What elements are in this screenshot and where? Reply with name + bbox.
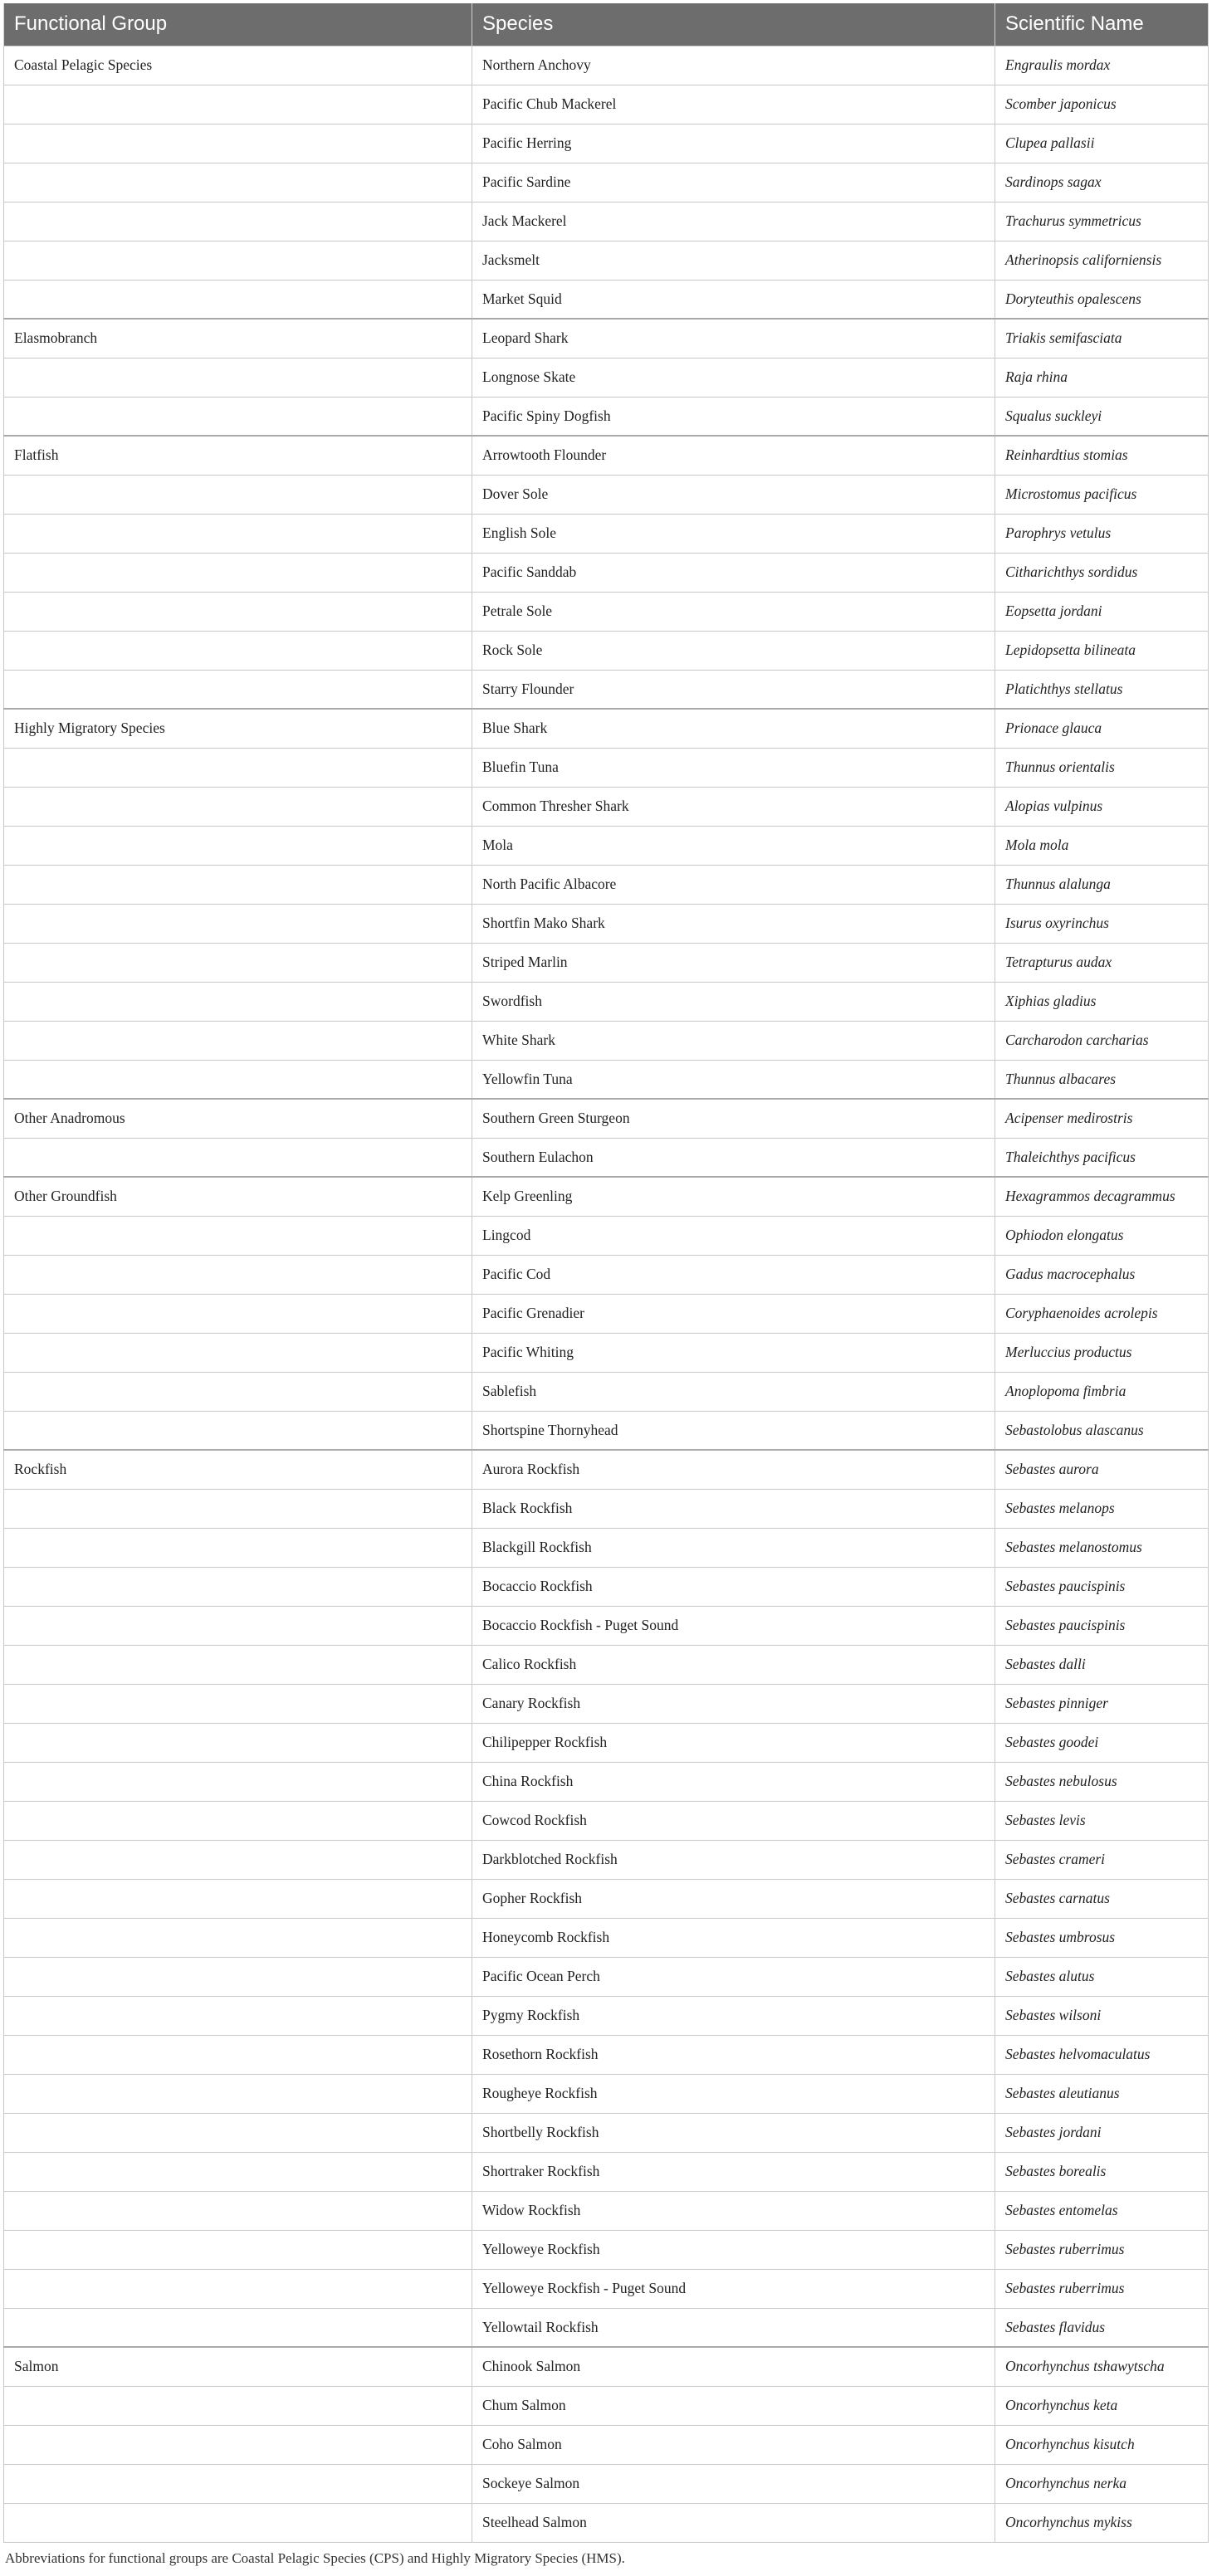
table-row [4,748,1209,787]
table-row [4,1606,1209,1645]
cell-scientific-name: Alopias vulpinus [995,787,1209,826]
table-row [4,1645,1209,1684]
cell-species: Shortfin Mako Shark [472,904,995,943]
cell-functional-group [4,85,472,124]
cell-species: Leopard Shark [472,319,995,358]
cell-species: Honeycomb Rockfish [472,1918,995,1957]
cell-functional-group [4,1879,472,1918]
cell-scientific-name: Sebastes wilsoni [995,1996,1209,2035]
cell-scientific-name: Sebastes nebulosus [995,1762,1209,1801]
species-table [3,3,1209,2543]
cell-functional-group [4,2191,472,2230]
cell-functional-group [4,2152,472,2191]
table-row [4,1294,1209,1333]
table-row [4,358,1209,397]
cell-scientific-name: Triakis semifasciata [995,319,1209,358]
table-row [4,592,1209,631]
cell-species: Chilipepper Rockfish [472,1723,995,1762]
cell-functional-group [4,124,472,163]
cell-functional-group [4,748,472,787]
cell-species: Petrale Sole [472,592,995,631]
cell-functional-group: Other Groundfish [4,1177,472,1216]
cell-scientific-name: Isurus oxyrinchus [995,904,1209,943]
table-row [4,1879,1209,1918]
cell-scientific-name: Oncorhynchus tshawytscha [995,2347,1209,2386]
cell-functional-group [4,2113,472,2152]
cell-functional-group [4,982,472,1021]
cell-functional-group: Elasmobranch [4,319,472,358]
cell-species: Cowcod Rockfish [472,1801,995,1840]
cell-functional-group [4,1489,472,1528]
cell-species: Pacific Grenadier [472,1294,995,1333]
cell-species: Pacific Sardine [472,163,995,202]
cell-species: English Sole [472,514,995,553]
cell-functional-group: Salmon [4,2347,472,2386]
cell-scientific-name: Parophrys vetulus [995,514,1209,553]
cell-functional-group: Highly Migratory Species [4,709,472,748]
table-row [4,1996,1209,2035]
cell-species: Rock Sole [472,631,995,670]
cell-species: Swordfish [472,982,995,1021]
cell-species: Pacific Spiny Dogfish [472,397,995,436]
cell-functional-group [4,358,472,397]
cell-scientific-name: Acipenser medirostris [995,1099,1209,1138]
table-row [4,163,1209,202]
cell-species: Widow Rockfish [472,2191,995,2230]
table-row [4,241,1209,280]
cell-species: Striped Marlin [472,943,995,982]
cell-scientific-name: Sebastes borealis [995,2152,1209,2191]
cell-scientific-name: Sebastes goodei [995,1723,1209,1762]
cell-functional-group: Coastal Pelagic Species [4,46,472,85]
cell-species: Bluefin Tuna [472,748,995,787]
table-row [4,1957,1209,1996]
cell-species: Market Squid [472,280,995,319]
cell-species: Dover Sole [472,475,995,514]
cell-functional-group [4,397,472,436]
cell-species: Gopher Rockfish [472,1879,995,1918]
cell-species: Sablefish [472,1372,995,1411]
cell-species: Black Rockfish [472,1489,995,1528]
table-row [4,2074,1209,2113]
cell-scientific-name: Sebastes dalli [995,1645,1209,1684]
cell-scientific-name: Sebastes entomelas [995,2191,1209,2230]
cell-functional-group [4,1801,472,1840]
cell-scientific-name: Raja rhina [995,358,1209,397]
cell-functional-group [4,1060,472,1099]
cell-functional-group [4,631,472,670]
cell-scientific-name: Anoplopoma fimbria [995,1372,1209,1411]
table-row [4,982,1209,1021]
table-row [4,280,1209,319]
header-scientific-name: Scientific Name [995,3,1209,46]
table-row [4,1840,1209,1879]
cell-species: Pacific Whiting [472,1333,995,1372]
table-row [4,709,1209,748]
table-row [4,1411,1209,1450]
cell-functional-group [4,2230,472,2269]
table-row [4,553,1209,592]
cell-species: Pygmy Rockfish [472,1996,995,2035]
cell-functional-group [4,1021,472,1060]
cell-scientific-name: Sebastes alutus [995,1957,1209,1996]
cell-species: Southern Green Sturgeon [472,1099,995,1138]
cell-species: Blue Shark [472,709,995,748]
cell-functional-group [4,592,472,631]
cell-functional-group [4,1411,472,1450]
cell-species: Rougheye Rockfish [472,2074,995,2113]
cell-scientific-name: Sebastes aurora [995,1450,1209,1489]
cell-functional-group [4,787,472,826]
cell-scientific-name: Sebastes helvomaculatus [995,2035,1209,2074]
table-row [4,1099,1209,1138]
cell-species: Yelloweye Rockfish [472,2230,995,2269]
cell-scientific-name: Sebastes crameri [995,1840,1209,1879]
cell-scientific-name: Citharichthys sordidus [995,553,1209,592]
cell-scientific-name: Merluccius productus [995,1333,1209,1372]
header-row [4,3,1209,46]
table-row [4,1021,1209,1060]
cell-species: Jack Mackerel [472,202,995,241]
cell-scientific-name: Tetrapturus audax [995,943,1209,982]
table-row [4,2230,1209,2269]
cell-scientific-name: Sebastes aleutianus [995,2074,1209,2113]
cell-species: Pacific Sanddab [472,553,995,592]
cell-functional-group [4,1840,472,1879]
cell-scientific-name: Platichthys stellatus [995,670,1209,709]
cell-functional-group [4,1294,472,1333]
table-footnote: Abbreviations for functional groups are Coastal Pelagic Species (CPS) and Highly Migratory Species (HMS). [5,2550,625,2566]
cell-species: China Rockfish [472,1762,995,1801]
table-row [4,826,1209,865]
cell-species: Yellowfin Tuna [472,1060,995,1099]
table-row [4,2347,1209,2386]
cell-species: Yellowtail Rockfish [472,2308,995,2347]
cell-scientific-name: Mola mola [995,826,1209,865]
cell-species: Northern Anchovy [472,46,995,85]
table-row [4,1723,1209,1762]
cell-scientific-name: Oncorhynchus nerka [995,2464,1209,2503]
cell-functional-group [4,202,472,241]
table-row [4,1450,1209,1489]
cell-functional-group [4,943,472,982]
cell-species: Bocaccio Rockfish [472,1567,995,1606]
table-row [4,514,1209,553]
table-row [4,865,1209,904]
cell-scientific-name: Sebastes paucispinis [995,1567,1209,1606]
cell-species: Pacific Ocean Perch [472,1957,995,1996]
cell-scientific-name: Sebastolobus alascanus [995,1411,1209,1450]
table-row [4,1060,1209,1099]
table-row [4,1372,1209,1411]
cell-functional-group [4,553,472,592]
table-row [4,2464,1209,2503]
cell-species: Bocaccio Rockfish - Puget Sound [472,1606,995,1645]
cell-scientific-name: Sebastes carnatus [995,1879,1209,1918]
cell-functional-group [4,241,472,280]
cell-scientific-name: Sebastes ruberrimus [995,2269,1209,2308]
cell-functional-group [4,475,472,514]
table-row [4,787,1209,826]
cell-scientific-name: Reinhardtius stomias [995,436,1209,475]
cell-scientific-name: Clupea pallasii [995,124,1209,163]
cell-scientific-name: Squalus suckleyi [995,397,1209,436]
table-row [4,631,1209,670]
table-row [4,1762,1209,1801]
cell-scientific-name: Carcharodon carcharias [995,1021,1209,1060]
cell-species: Shortbelly Rockfish [472,2113,995,2152]
cell-species: Lingcod [472,1216,995,1255]
cell-species: Coho Salmon [472,2425,995,2464]
cell-species: Arrowtooth Flounder [472,436,995,475]
table-row [4,2035,1209,2074]
table-row [4,1177,1209,1216]
cell-functional-group [4,1138,472,1177]
cell-functional-group [4,1723,472,1762]
cell-species: Rosethorn Rockfish [472,2035,995,2074]
cell-functional-group [4,1645,472,1684]
cell-functional-group [4,2074,472,2113]
cell-scientific-name: Hexagrammos decagrammus [995,1177,1209,1216]
cell-functional-group: Rockfish [4,1450,472,1489]
cell-functional-group [4,514,472,553]
cell-scientific-name: Sebastes levis [995,1801,1209,1840]
cell-functional-group [4,1528,472,1567]
cell-functional-group [4,1255,472,1294]
cell-scientific-name: Thunnus albacares [995,1060,1209,1099]
cell-scientific-name: Microstomus pacificus [995,475,1209,514]
table-row [4,670,1209,709]
cell-scientific-name: Thaleichthys pacificus [995,1138,1209,1177]
cell-species: Chinook Salmon [472,2347,995,2386]
cell-scientific-name: Sebastes melanostomus [995,1528,1209,1567]
cell-functional-group [4,1567,472,1606]
cell-scientific-name: Atherinopsis californiensis [995,241,1209,280]
cell-species: Sockeye Salmon [472,2464,995,2503]
table-row [4,1138,1209,1177]
cell-functional-group [4,2503,472,2542]
cell-functional-group [4,2035,472,2074]
cell-species: Pacific Chub Mackerel [472,85,995,124]
cell-species: Steelhead Salmon [472,2503,995,2542]
cell-species: Shortraker Rockfish [472,2152,995,2191]
table-row [4,1333,1209,1372]
table-row [4,2386,1209,2425]
cell-scientific-name: Trachurus symmetricus [995,202,1209,241]
table-row [4,1567,1209,1606]
cell-functional-group [4,163,472,202]
cell-species: Pacific Herring [472,124,995,163]
cell-scientific-name: Sebastes jordani [995,2113,1209,2152]
table-row [4,1528,1209,1567]
cell-scientific-name: Scomber japonicus [995,85,1209,124]
cell-scientific-name: Coryphaenoides acrolepis [995,1294,1209,1333]
cell-scientific-name: Ophiodon elongatus [995,1216,1209,1255]
table-row [4,397,1209,436]
cell-species: Blackgill Rockfish [472,1528,995,1567]
table-row [4,904,1209,943]
cell-species: White Shark [472,1021,995,1060]
table-row [4,1918,1209,1957]
header-functional-group: Functional Group [4,3,472,46]
cell-functional-group [4,826,472,865]
cell-species: Southern Eulachon [472,1138,995,1177]
table-row [4,436,1209,475]
cell-species: Common Thresher Shark [472,787,995,826]
cell-scientific-name: Sebastes umbrosus [995,1918,1209,1957]
cell-species: Kelp Greenling [472,1177,995,1216]
cell-scientific-name: Eopsetta jordani [995,592,1209,631]
cell-scientific-name: Xiphias gladius [995,982,1209,1021]
table-row [4,1216,1209,1255]
cell-functional-group: Flatfish [4,436,472,475]
cell-scientific-name: Engraulis mordax [995,46,1209,85]
cell-functional-group [4,1957,472,1996]
cell-species: Aurora Rockfish [472,1450,995,1489]
cell-species: Longnose Skate [472,358,995,397]
table-row [4,2425,1209,2464]
table-row [4,475,1209,514]
cell-scientific-name: Oncorhynchus kisutch [995,2425,1209,2464]
cell-species: Jacksmelt [472,241,995,280]
cell-functional-group [4,2308,472,2347]
table-row [4,2269,1209,2308]
cell-functional-group: Other Anadromous [4,1099,472,1138]
header-species: Species [472,3,995,46]
cell-species: Chum Salmon [472,2386,995,2425]
cell-scientific-name: Thunnus orientalis [995,748,1209,787]
table-row [4,319,1209,358]
cell-scientific-name: Oncorhynchus mykiss [995,2503,1209,2542]
cell-species: Calico Rockfish [472,1645,995,1684]
table-row [4,1255,1209,1294]
cell-species: Starry Flounder [472,670,995,709]
cell-functional-group [4,1762,472,1801]
cell-scientific-name: Sebastes paucispinis [995,1606,1209,1645]
cell-species: Yelloweye Rockfish - Puget Sound [472,2269,995,2308]
cell-scientific-name: Sebastes flavidus [995,2308,1209,2347]
cell-species: North Pacific Albacore [472,865,995,904]
table-row [4,1801,1209,1840]
cell-functional-group [4,1684,472,1723]
cell-functional-group [4,1372,472,1411]
table-row [4,202,1209,241]
cell-scientific-name: Sardinops sagax [995,163,1209,202]
cell-functional-group [4,1918,472,1957]
cell-scientific-name: Gadus macrocephalus [995,1255,1209,1294]
cell-species: Shortspine Thornyhead [472,1411,995,1450]
cell-species: Mola [472,826,995,865]
cell-scientific-name: Lepidopsetta bilineata [995,631,1209,670]
cell-species: Pacific Cod [472,1255,995,1294]
table-row [4,46,1209,85]
cell-scientific-name: Prionace glauca [995,709,1209,748]
cell-functional-group [4,2464,472,2503]
cell-scientific-name: Oncorhynchus keta [995,2386,1209,2425]
cell-functional-group [4,1333,472,1372]
table-row [4,1684,1209,1723]
table-row [4,943,1209,982]
cell-species: Canary Rockfish [472,1684,995,1723]
cell-functional-group [4,865,472,904]
cell-scientific-name: Sebastes melanops [995,1489,1209,1528]
table-row [4,2191,1209,2230]
table-row [4,2503,1209,2542]
cell-functional-group [4,2386,472,2425]
cell-functional-group [4,1216,472,1255]
cell-scientific-name: Sebastes ruberrimus [995,2230,1209,2269]
cell-functional-group [4,670,472,709]
cell-functional-group [4,2269,472,2308]
table-row [4,2113,1209,2152]
cell-scientific-name: Sebastes pinniger [995,1684,1209,1723]
cell-functional-group [4,904,472,943]
cell-functional-group [4,2425,472,2464]
table-body [4,46,1209,2542]
table-row [4,124,1209,163]
cell-scientific-name: Thunnus alalunga [995,865,1209,904]
cell-functional-group [4,1996,472,2035]
table-row [4,85,1209,124]
table-row [4,2308,1209,2347]
table-header [4,3,1209,46]
cell-functional-group [4,1606,472,1645]
table-row [4,2152,1209,2191]
cell-species: Darkblotched Rockfish [472,1840,995,1879]
cell-functional-group [4,280,472,319]
table-row [4,1489,1209,1528]
cell-scientific-name: Doryteuthis opalescens [995,280,1209,319]
